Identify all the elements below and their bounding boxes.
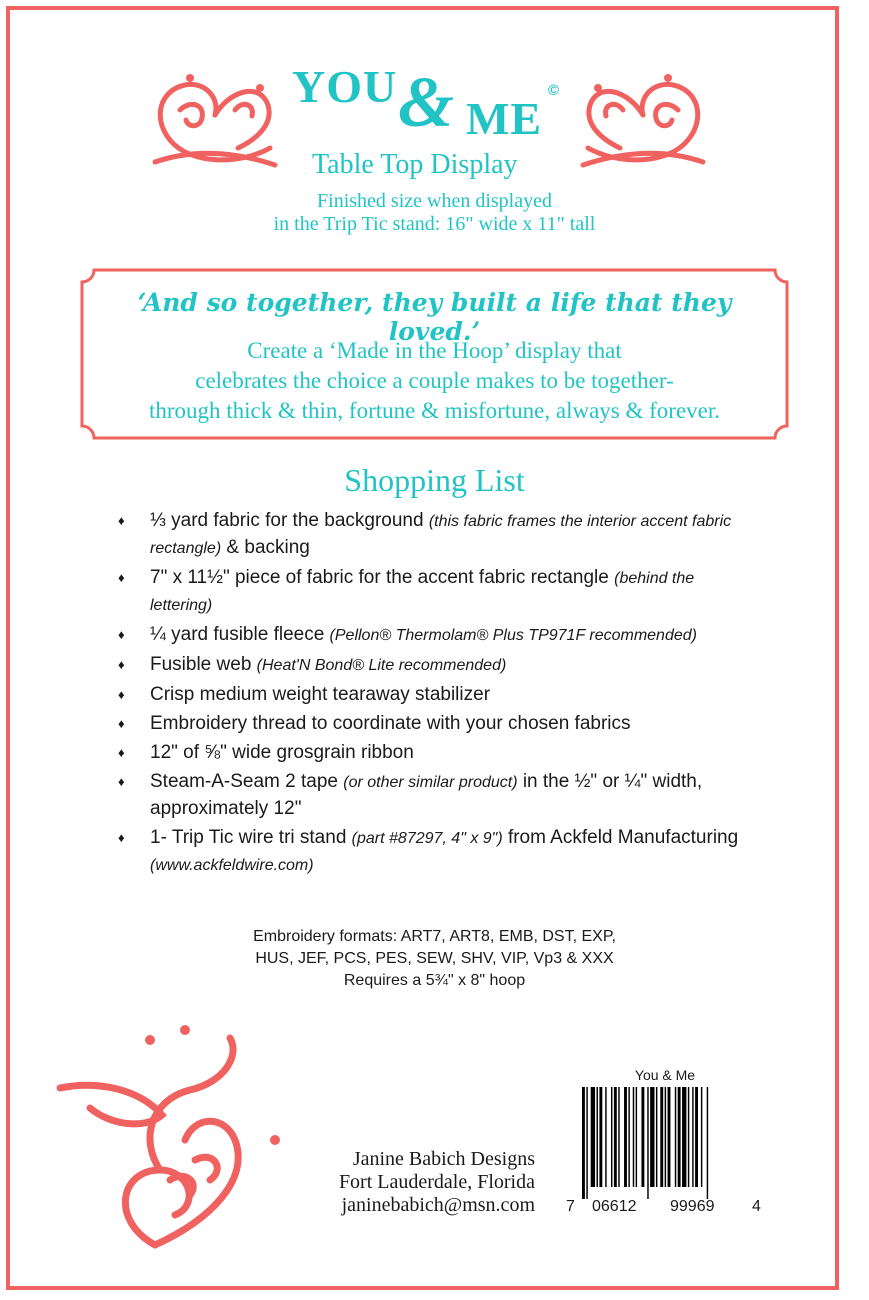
barcode-bar: [599, 1087, 602, 1187]
barcode-bar: [618, 1087, 619, 1187]
list-item: ♦ Steam-A-Seam 2 tape (or other similar product) in the ½" or ¼" width, approximately 12": [118, 771, 703, 819]
designer-name: Janine Babich Designs: [352, 1148, 535, 1170]
bullet-icon: ♦: [118, 830, 125, 845]
finished-size-line2: in the Trip Tic stand: 16" wide x 11" tall: [273, 213, 596, 235]
heart-flourish-right-icon: [578, 70, 708, 175]
barcode-bar: [647, 1087, 648, 1199]
list-item: ♦ ¼ yard fusible fleece (Pellon® Thermolam® Plus TP971F recommended): [118, 622, 758, 649]
barcode-bar: [701, 1087, 702, 1187]
barcode: [580, 1087, 750, 1199]
title-you: YOU: [292, 61, 398, 112]
banner-description: [88, 336, 781, 426]
bullet-icon: ♦: [118, 657, 125, 672]
barcode-bar: [668, 1087, 671, 1187]
formats-line2: HUS, JEF, PCS, PES, SEW, SHV, VIP, Vp3 & XXX: [255, 950, 614, 967]
barcode-bar: [636, 1087, 637, 1187]
barcode-bar: [675, 1087, 676, 1187]
barcode-bar: [665, 1087, 666, 1187]
banner-line1: Create a ‘Made in the Hoop’ display that: [247, 338, 622, 363]
designer-email: janinebabich@msn.com: [341, 1194, 535, 1216]
list-item: ♦ Embroidery thread to coordinate with your chosen fabrics: [118, 711, 758, 737]
barcode-bar: [605, 1087, 606, 1187]
list-item: ♦ Crisp medium weight tearaway stabilizer: [118, 682, 758, 708]
barcode-bar: [611, 1087, 612, 1187]
bullet-icon: ♦: [118, 745, 125, 760]
barcode-digits-left: 06612: [592, 1198, 637, 1215]
barcode-bar: [586, 1087, 587, 1199]
banner-line3: through thick & thin, fortune & misfortune, always & forever.: [148, 398, 721, 423]
barcode-bar: [633, 1087, 634, 1187]
banner-line2: celebrates the choice a couple makes to be together-: [195, 368, 674, 393]
barcode-bar: [692, 1087, 693, 1187]
list-item: ♦ 12" of ⅝" wide grosgrain ribbon: [118, 740, 758, 766]
bullet-icon: ♦: [118, 687, 125, 702]
hoop-requirement: Requires a 5¾" x 8" hoop: [343, 972, 526, 989]
barcode-bar: [682, 1087, 686, 1187]
barcode-bar: [624, 1087, 627, 1187]
barcode-bar: [591, 1087, 595, 1187]
finished-size: [0, 190, 869, 236]
list-item: ♦ 1- Trip Tic wire tri stand (part #87297, 4" x 9") from Ackfeld Manufacturing (www.ackfeldwire.com): [118, 827, 739, 874]
barcode-digits-right: 99969: [670, 1198, 715, 1215]
barcode-bar: [656, 1087, 657, 1187]
barcode-bar: [678, 1087, 681, 1187]
heart-flourish-large-icon: [50, 1020, 290, 1260]
finished-size-line1: Finished size when displayed: [317, 190, 552, 212]
barcode-bar: [582, 1087, 585, 1199]
formats-line1: Embroidery formats: ART7, ART8, EMB, DST, EXP,: [253, 928, 616, 945]
heart-flourish-left-icon: [150, 70, 280, 175]
embroidery-formats: [0, 926, 869, 992]
shopping-list: [118, 508, 758, 882]
title-ampersand: &: [398, 62, 455, 142]
bullet-icon: ♦: [118, 627, 125, 642]
barcode-bar: [707, 1087, 708, 1199]
bullet-icon: ♦: [118, 774, 125, 789]
page-subtitle: Table Top Display: [312, 149, 518, 180]
shopping-list-title: Shopping List: [344, 462, 525, 498]
copyright-mark: ©: [548, 82, 560, 99]
title-me: ME: [466, 93, 543, 144]
bullet-icon: ♦: [118, 513, 125, 528]
barcode-bar: [660, 1087, 663, 1187]
barcode-bar: [695, 1087, 698, 1187]
banner-quote: ‘And so together, they built a life that they loved.’: [137, 288, 732, 346]
bullet-icon: ♦: [118, 570, 125, 585]
barcode-label: You & Me: [634, 1067, 696, 1083]
barcode-bar: [597, 1087, 598, 1187]
barcode-digit-first: 7: [566, 1198, 575, 1215]
barcode-bar: [628, 1087, 629, 1187]
barcode-bar: [688, 1087, 689, 1187]
barcode-bar: [641, 1087, 644, 1187]
barcode-digit-last: 4: [752, 1198, 761, 1215]
barcode-bar: [614, 1087, 617, 1187]
barcode-bar: [650, 1087, 654, 1187]
designer-address: [300, 1148, 535, 1217]
list-item: ♦ 7" x 11½" piece of fabric for the accent fabric rectangle (behind the lettering): [118, 567, 695, 614]
designer-location: Fort Lauderdale, Florida: [338, 1171, 535, 1193]
list-item: ♦ Fusible web (Heat'N Bond® Lite recommended): [118, 652, 758, 679]
list-item: ♦ ⅓ yard fabric for the background (this fabric frames the interior accent fabric rectangle) & backing: [118, 510, 732, 558]
bullet-icon: ♦: [118, 716, 125, 731]
